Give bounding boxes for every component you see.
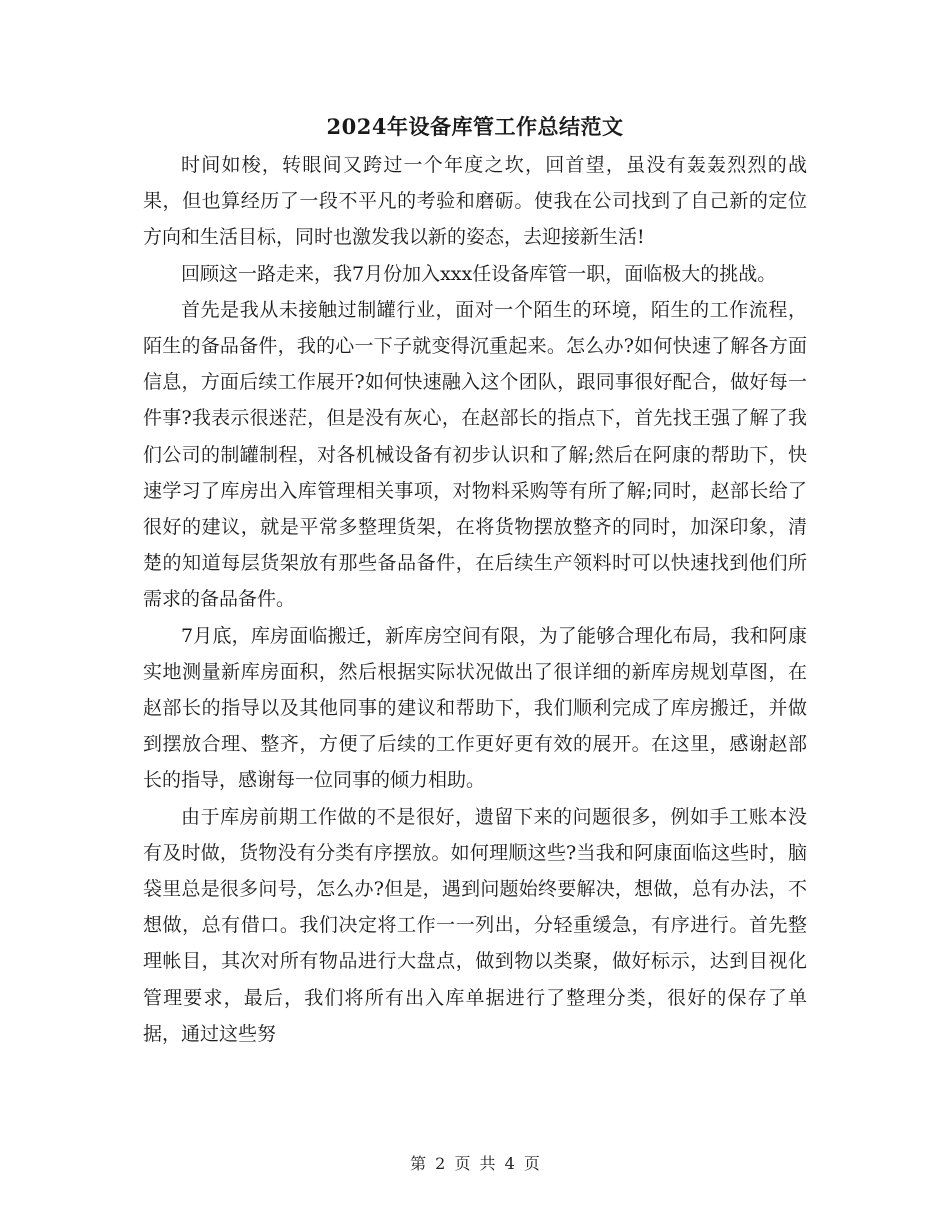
document-title: 2024年设备库管工作总结范文 [326,114,624,139]
document-body [143,147,807,1052]
paragraph-4: 7月底，库房面临搬迁，新库房空间有限，为了能够合理化布局，我和阿康实地测量新库房面积，然后根据实际状况做出了很详细的新库房规划草图，在赵部长的指导以及其他同事的建议和帮助下，我们顺利完成了库房搬迁，并做到摆放合理、整齐，方便了后续的工作更好更有效的展开。在这里，感谢赵部长的指导，感谢每一位同事的倾力相助。 [143,624,807,792]
paragraph-3: 首先是我从未接触过制罐行业，面对一个陌生的环境，陌生的工作流程，陌生的备品备件，我的心一下子就变得沉重起来。怎么办?如何快速了解各方面信息，方面后续工作展开?如何快速融入这个团队，跟同事很好配合，做好每一件事?我表示很迷茫，但是没有灰心，在赵部长的指点下，首先找王强了解了我们公司的制罐制程，对各机械设备有初步认识和了解;然后在阿康的帮助下，快速学习了库房出入库管理相关事项，对物料采购等有所了解;同时，赵部长给了很好的建议，就是平常多整理货架，在将货物摆放整齐的同时，加深印象，清楚的知道每层货架放有那些备品备件，在后续生产领料时可以快速找到他们所需求的备品备件。 [143,298,807,611]
paragraph-2: 回顾这一路走来，我7月份加入xxx任设备库管一职，面临极大的挑战。 [181,262,777,285]
paragraph-5: 由于库房前期工作做的不是很好，遗留下来的问题很多，例如手工账本没有及时做，货物没有分类有序摆放。如何理顺这些?当我和阿康面临这些时，脑袋里总是很多问号，怎么办?但是，遇到问题始终要解决，想做，总有办法，不想做，总有借口。我们决定将工作一一列出，分轻重缓急，有序进行。首先整理帐目，其次对所有物品进行大盘点，做到物以类聚，做好标示，达到目视化管理要求，最后，我们将所有出入库单据进行了整理分类，很好的保存了单据，通过这些努 [143,805,807,1045]
page-number-footer: 第 2 页 共 4 页 [410,1154,540,1173]
paragraph-1: 时间如梭，转眼间又跨过一个年度之坎，回首望，虽没有轰轰烈烈的战果，但也算经历了一段不平凡的考验和磨砺。使我在公司找到了自己新的定位方向和生活目标，同时也激发我以新的姿态，去迎接新生活! [143,154,807,249]
